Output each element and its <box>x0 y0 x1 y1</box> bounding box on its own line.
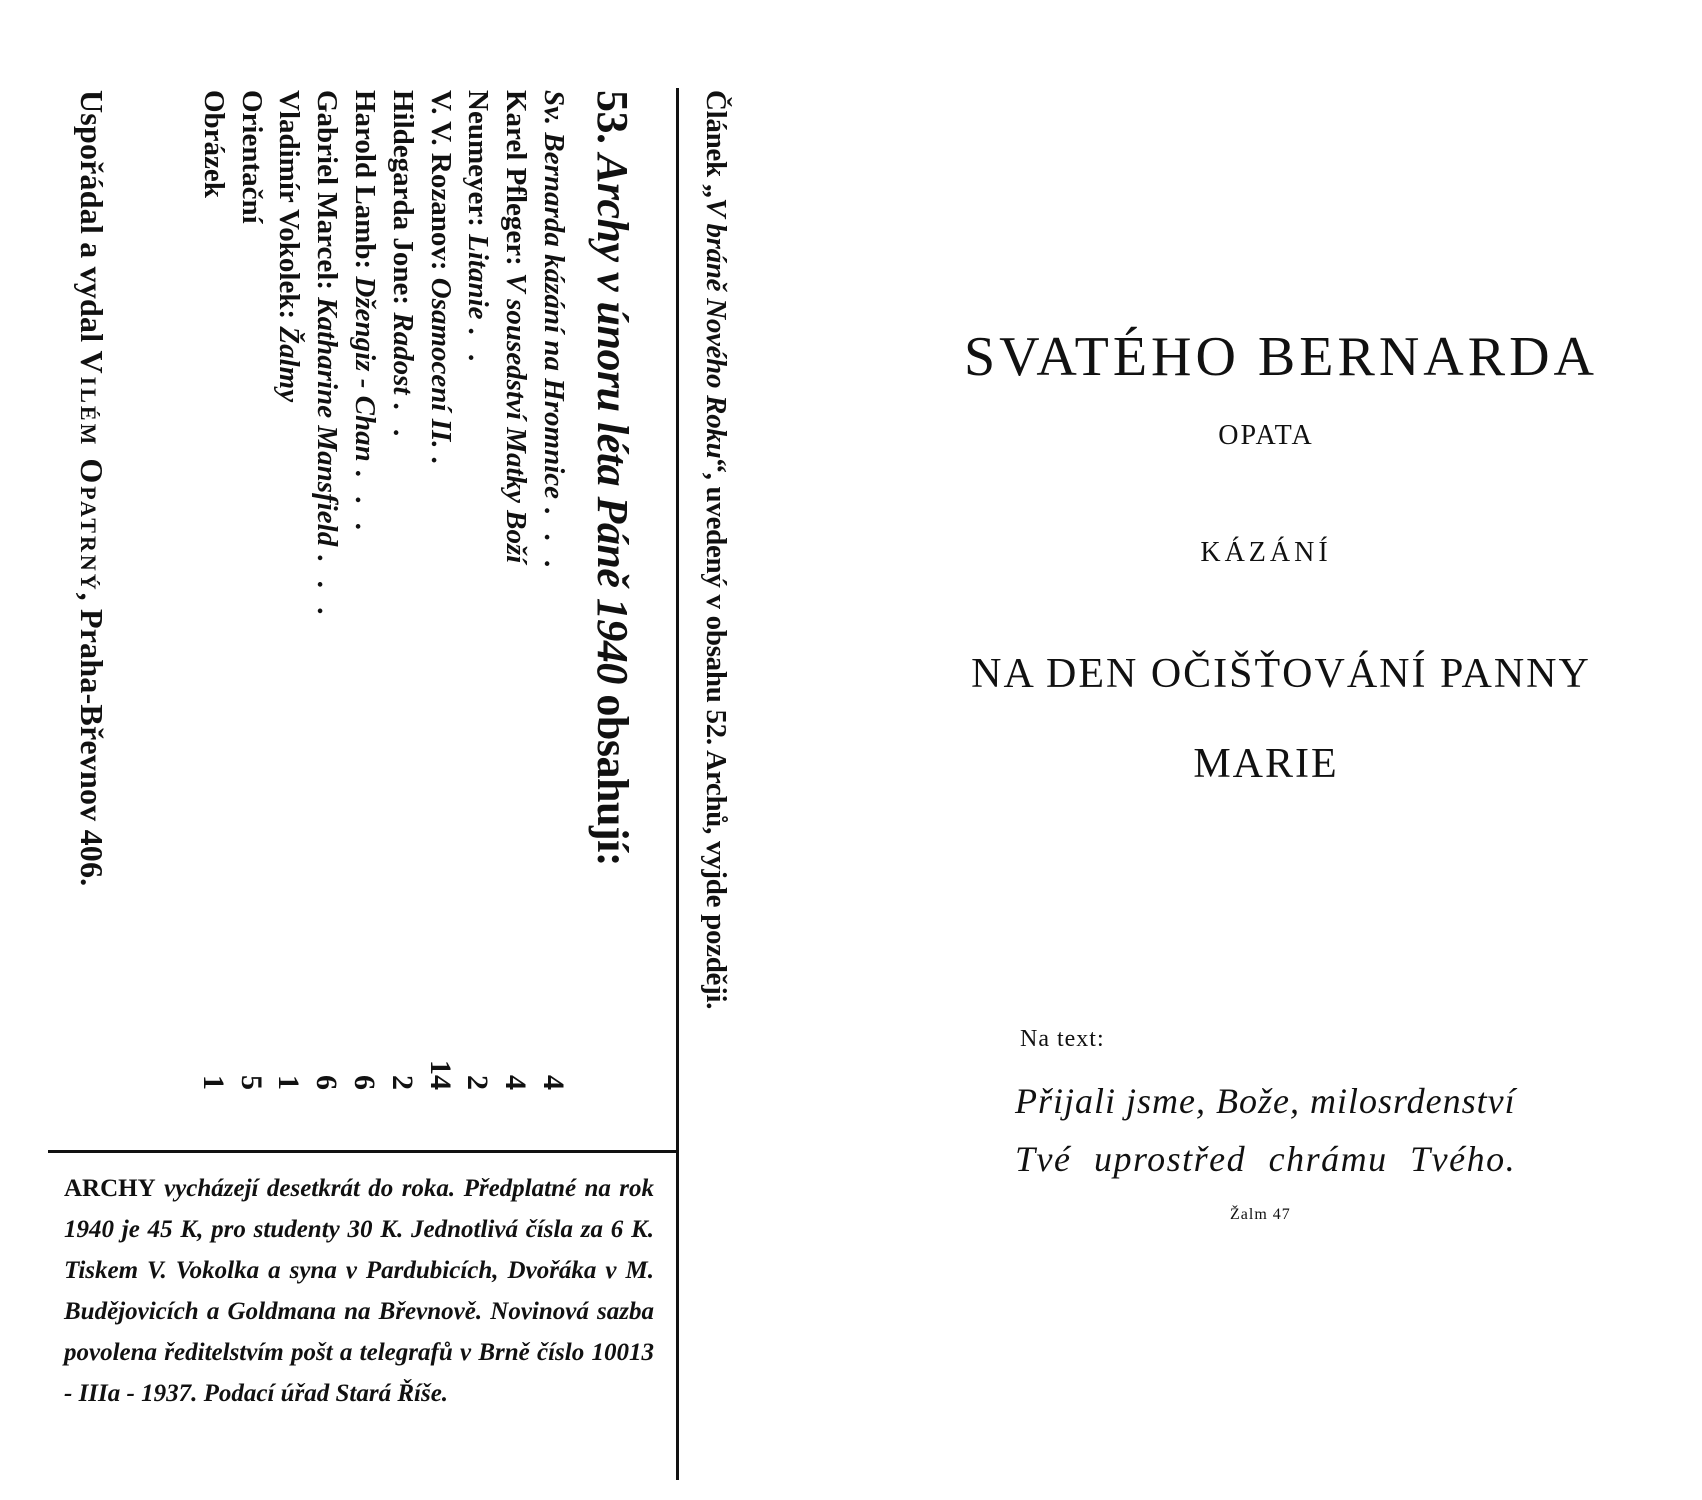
toc-entry: Gabriel Marcel: Katharine Mansfield. . . 6 <box>307 90 345 1090</box>
toc-page-count: 6 <box>348 1075 382 1090</box>
scripture-quote-line-2: Tvé uprostřed chrámu Tvého. <box>1015 1139 1517 1179</box>
toc-entry: Neumeyer: Litanie. . 2 <box>459 90 497 1090</box>
title-main: SVATÉHO BERNARDA <box>964 326 1598 388</box>
title-marie: MARIE <box>1193 741 1339 787</box>
toc-page-count: 4 <box>537 1075 570 1090</box>
toc-entry: Obrázek 1 <box>194 90 232 1090</box>
postponed-article-note: Článek „V bráně Nového Roku“, uvedený v obsahu 52. Archů, vyjde později. <box>700 90 732 1010</box>
title-subject: NA DEN OČIŠŤOVÁNÍ PANNY <box>971 651 1591 697</box>
toc-entry: Orientační 5 <box>232 90 270 1090</box>
toc-page-count: 4 <box>499 1075 533 1090</box>
toc-entry: Hildegarda Jone: Radost. . 2 <box>383 90 421 1090</box>
toc-page-count: 1 <box>196 1075 230 1090</box>
toc-page-count: 5 <box>234 1075 268 1090</box>
toc-page-count: 6 <box>310 1075 344 1090</box>
toc-page-count: 1 <box>272 1075 306 1090</box>
publisher-line: Uspořádal a vydal Vilém Opatrný, Praha-Břevnov 406. <box>74 90 110 887</box>
toc-entry: V. V. Rozanov: Osamocení II.. 14 <box>421 90 459 1090</box>
contents-title: 53. Archy v únoru léta Páně 1940 obsahují: <box>588 90 637 866</box>
toc-entry: Harold Lamb: Džengiz - Chan. . . 6 <box>345 90 383 1090</box>
rotated-contents-block <box>60 90 740 1140</box>
toc-entry: Sv. Bernarda kázání na Hromnice. . . 4 <box>534 90 572 1090</box>
vertical-divider <box>676 88 679 1480</box>
postponed-article-title: V bráně Nového Roku <box>700 197 732 459</box>
scripture-quote-line-1: Přijali jsme, Bože, milosrdenství <box>1015 1081 1516 1121</box>
toc-page-count: 14 <box>423 1060 457 1090</box>
imprint-brand: ARCHY <box>64 1175 156 1202</box>
left-page <box>0 0 760 1500</box>
toc-page-count: 2 <box>461 1075 495 1090</box>
toc-page-count: 2 <box>385 1075 419 1090</box>
toc-entry: Karel Pfleger: V sousedství Matky Boží 4 <box>496 90 534 1090</box>
toc-entry: Vladimír Vokolek: Žalmy 1 <box>270 90 308 1090</box>
publisher-name: Vilém Opatrný <box>74 350 110 593</box>
text-label: Na text: <box>1020 1026 1105 1052</box>
right-page <box>860 0 1702 1500</box>
imprint-paragraph: ARCHY vycházejí desetkrát do roka. Předplatné na rok 1940 je 45 K, pro studenty 30 K. Jednotlivá čísla za 6 K. Tiskem V. Vokolka a syna v Pardubicích, Dvořáka v M. Budějovicích a Goldmana na Břevnově. Novinová sazba povolena ředitelstvím pošt a telegrafů v Brně číslo 10013 - IIIa - 1937. Podací úřad Stará Říše. <box>64 1175 654 1407</box>
psalm-reference: Žalm 47 <box>1230 1206 1291 1223</box>
table-of-contents <box>194 90 572 1090</box>
title-opata: OPATA <box>1218 420 1314 451</box>
title-kazani: KÁZÁNÍ <box>1200 537 1332 568</box>
horizontal-divider <box>48 1150 678 1153</box>
